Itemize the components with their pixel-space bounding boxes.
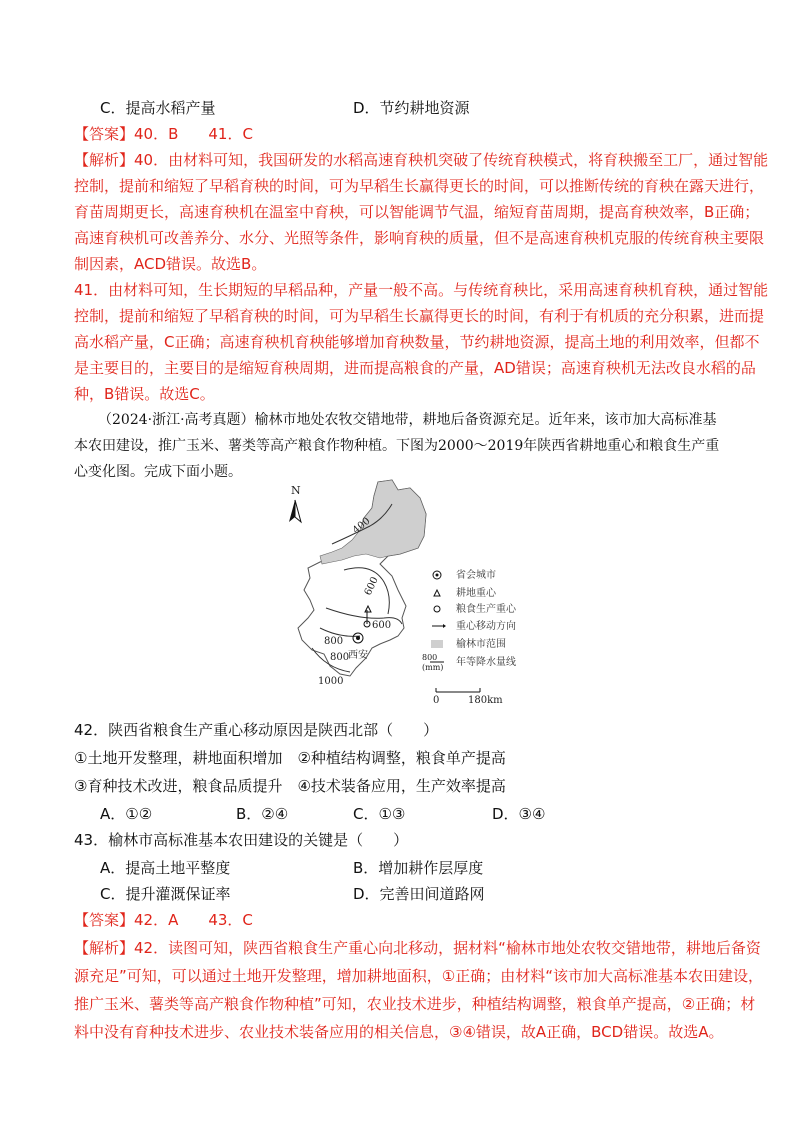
yulin-range bbox=[320, 480, 426, 564]
option-a-42: A．①② bbox=[100, 805, 153, 823]
explanation-42-line-3: 推广玉米、薯类等高产粮食作物种植”可知，农业技术进步，种植结构调整，粮食单产提高，②正确；材 bbox=[74, 995, 756, 1013]
intro-line-2: 本农田建设，推广玉米、薯类等高产粮食作物种植。下图为2000～2019年陕西省耕地重心和粮食生产重 bbox=[74, 438, 720, 454]
city-label-xian: 西安 bbox=[348, 650, 368, 661]
explanation-41-line-1: 41．由材料可知，生长期短的早稻品种，产量一般不高。与传统育秧比，采用高速育秧机育秧，通过智能 bbox=[74, 281, 769, 299]
question-42-statements-2: ③育种技术改进，粮食品质提升 ④技术装备应用，生产效率提高 bbox=[74, 777, 506, 795]
question-43-stem: 43．榆林市高标准基本农田建设的关键是（ ） bbox=[74, 831, 409, 849]
option-b-42: B．②④ bbox=[236, 805, 289, 823]
shaanxi-map-figure bbox=[280, 478, 540, 708]
explanation-40-line-2: 控制，提前和缩短了早稻育秧的时间，可为早稻生长赢得更长的时间，可以推断传统的育秧在露天进行， bbox=[74, 177, 765, 195]
map-svg bbox=[280, 478, 540, 708]
scale-label-180: 180km bbox=[468, 695, 503, 706]
legend-label-cropland: 耕地重心 bbox=[456, 588, 496, 599]
scale-label-0: 0 bbox=[433, 695, 440, 706]
legend-yulin-swatch bbox=[431, 640, 443, 648]
explanation-40-line-4: 高速育秧机可改善养分、水分、光照等条件，影响育秧的质量，但不是高速育秧机克服的传统育秧主要限 bbox=[74, 229, 765, 247]
option-c-43: C．提升灌溉保证率 bbox=[100, 885, 231, 903]
north-label: N bbox=[291, 484, 301, 497]
explanation-41-line-5: 种，B错误。故选C。 bbox=[74, 385, 215, 403]
contour-label-1000: 1000 bbox=[318, 676, 344, 687]
option-d-42: D．③④ bbox=[492, 805, 546, 823]
explanation-41-line-3: 高水稻产量，C正确；高速育秧机育秧能够增加育秧数量，节约耕地资源，提高土地的利用效率，但都不 bbox=[74, 333, 760, 351]
legend-label-grain: 粮食生产重心 bbox=[456, 604, 516, 615]
legend-capital-icon bbox=[433, 571, 441, 579]
legend-label-capital: 省会城市 bbox=[456, 570, 496, 581]
option-c-40: C．提高水稻产量 bbox=[100, 99, 216, 117]
question-42-stem: 42．陕西省粮食生产重心移动原因是陕西北部（ ） bbox=[74, 721, 439, 739]
option-a-43: A．提高土地平整度 bbox=[100, 859, 231, 877]
explanation-41-line-4: 是主要目的，主要目的是缩短育秧周期，进而提高粮食的产量，AD错误；高速育秧机无法改良水稻的品 bbox=[74, 359, 756, 377]
contour-label-600a: 600 bbox=[362, 575, 381, 598]
legend-label-movement: 重心移动方向 bbox=[456, 621, 516, 632]
explanation-40-line-1: 【解析】40．由材料可知，我国研发的水稻高速育秧机突破了传统育秧模式，将育秧搬至工厂，通过智能 bbox=[74, 151, 769, 169]
intro-line-1: （2024·浙江·高考真题）榆林市地处农牧交错地带，耕地后备资源充足。近年来，该市加大高标准基 bbox=[98, 412, 717, 428]
option-c-42: C．①③ bbox=[353, 805, 406, 823]
contour-label-400: 400 bbox=[350, 515, 373, 537]
contour-label-800b: 800 bbox=[330, 652, 350, 663]
legend-label-isohyet: 年等降水量线 bbox=[456, 657, 516, 668]
scale-bar bbox=[436, 688, 480, 692]
contour-label-800: 800 bbox=[324, 636, 344, 647]
explanation-42-line-2: 源充足”可知，可以通过土地开发整理，增加耕地面积，①正确；由材料“该市加大高标准基本农田建设， bbox=[74, 967, 763, 985]
legend-unit-800: 800 bbox=[422, 653, 438, 662]
answer-40-41: 【答案】40．B 41．C bbox=[74, 125, 253, 143]
legend-unit-mm: (mm) bbox=[422, 663, 444, 672]
option-d-40: D．节约耕地资源 bbox=[353, 99, 470, 117]
legend-cropland-icon bbox=[434, 590, 440, 596]
explanation-42-line-1: 【解析】42．读图可知，陕西省粮食生产重心向北移动，据材料“榆林市地处农牧交错地带，耕地后备资 bbox=[74, 939, 761, 957]
option-b-43: B．增加耕作层厚度 bbox=[353, 859, 484, 877]
explanation-41-line-2: 控制，提前和缩短了早稻育秧的时间，可为早稻生长赢得更长的时间，有利于有机质的充分积累，进而提 bbox=[74, 307, 765, 325]
intro-line-3: 心变化图。完成下面小题。 bbox=[74, 464, 242, 480]
option-d-43: D．完善田间道路网 bbox=[353, 885, 485, 903]
north-arrow-icon bbox=[289, 500, 301, 522]
legend-label-yulin: 榆林市范围 bbox=[456, 639, 506, 650]
explanation-40-line-3: 育苗周期更长，高速育秧机在温室中育秧，可以智能调节气温，缩短育苗周期，提高育秧效率，B正确； bbox=[74, 203, 760, 221]
explanation-42-line-4: 料中没有育种技术进步、农业技术装备应用的相关信息，③④错误，故A正确，BCD错误。故选A。 bbox=[74, 1023, 724, 1041]
legend-grain-icon bbox=[434, 606, 440, 612]
explanation-40-line-5: 制因素，ACD错误。故选B。 bbox=[74, 255, 267, 273]
question-42-statements-1: ①土地开发整理，耕地面积增加 ②种植结构调整，粮食单产提高 bbox=[74, 749, 506, 767]
contour-label-600b: 600 bbox=[372, 620, 392, 631]
answer-42-43: 【答案】42．A 43．C bbox=[74, 911, 253, 929]
